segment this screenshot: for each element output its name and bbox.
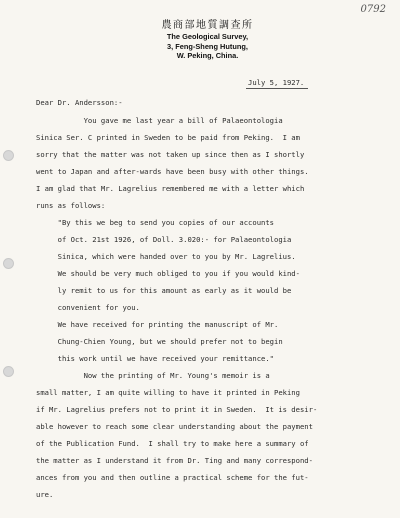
quote-line: We have received for printing the manuscript of Mr. xyxy=(36,320,279,329)
body-line: Sinica Ser. C printed in Sweden to be paid from Peking. I am xyxy=(36,133,300,142)
quote-line: convenient for you. xyxy=(36,303,140,312)
body-line: ances from you and then outline a practical scheme for the fut- xyxy=(36,473,309,482)
body-line: small matter, I am quite willing to have it printed in Peking xyxy=(36,388,300,397)
quote-line: ly remit to us for this amount as early as it would be xyxy=(36,286,292,295)
salutation: Dear Dr. Andersson:- xyxy=(36,98,123,107)
quote-line: Chung-Chien Young, but we should prefer not to begin xyxy=(36,337,283,346)
quote-line: Sinica, which were handed over to you by Mr. Lagrelius. xyxy=(36,252,296,261)
letterhead-org: The Geological Survey, xyxy=(166,32,249,41)
quote-line: We should be very much obliged to you if you would kind- xyxy=(36,269,300,278)
punch-hole-top xyxy=(3,150,14,161)
body-line: the matter as I understand it from Dr. Ting and many correspond- xyxy=(36,456,313,465)
letterhead-city: W. Peking, China. xyxy=(176,51,239,61)
body-line: You gave me last year a bill of Palaeontologia xyxy=(36,116,283,125)
letter-date: July 5, 1927. xyxy=(248,78,305,87)
quote-line: this work until we have received your remittance." xyxy=(36,354,274,363)
date-underline xyxy=(246,88,308,89)
body-line: Now the printing of Mr. Young's memoir is a xyxy=(36,371,270,380)
letterhead-street: 3, Feng-Sheng Hutung, xyxy=(167,41,248,51)
body-line: sorry that the matter was not taken up since then as I shortly xyxy=(36,150,305,159)
quote-line: "By this we beg to send you copies of our accounts xyxy=(36,218,274,227)
body-line: able however to reach some clear understanding about the payment xyxy=(36,422,313,431)
quote-line: of Oct. 21st 1926, of Doll. 3.020:- for Palaeontologia xyxy=(36,235,292,244)
letterhead xyxy=(120,20,295,61)
punch-hole-bottom xyxy=(3,366,14,377)
letter-body xyxy=(36,112,317,503)
body-line: ure. xyxy=(36,490,54,499)
letterhead-chinese: 農商部地質調查所 xyxy=(161,20,254,31)
body-line: of the Publication Fund. I shall try to make here a summary of xyxy=(36,439,309,448)
body-line: runs as follows: xyxy=(36,201,106,210)
body-line: went to Japan and after-wards have been busy with other things. xyxy=(36,167,309,176)
body-line: if Mr. Lagrelius prefers not to print it in Sweden. It is desir- xyxy=(36,405,318,414)
punch-hole-middle xyxy=(3,258,14,269)
archive-number: 0792 xyxy=(360,4,386,15)
body-line: I am glad that Mr. Lagrelius remembered me with a letter which xyxy=(36,184,305,193)
